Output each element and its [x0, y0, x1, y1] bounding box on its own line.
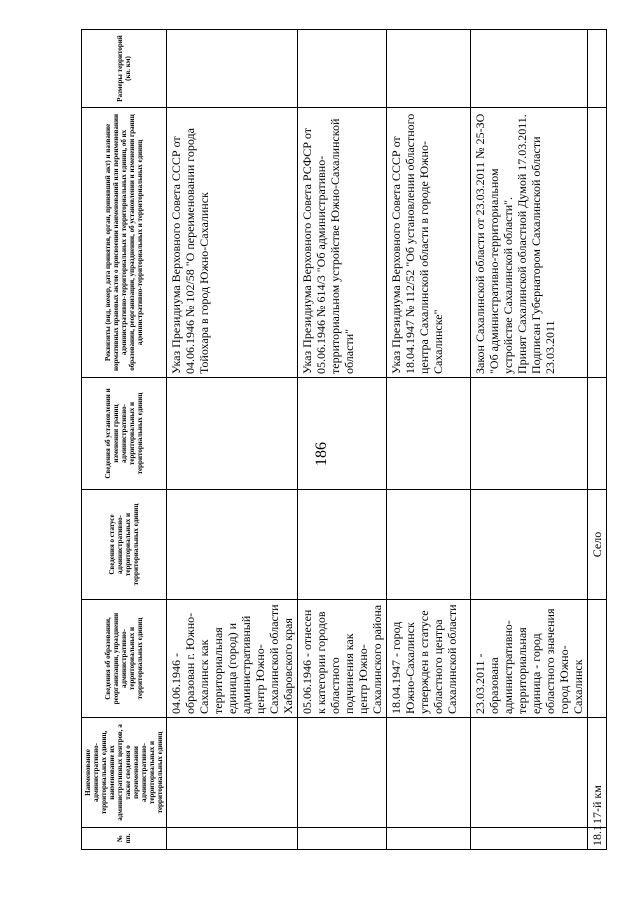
header-status: Сведения о статусе административно-территориальных и территориальных единиц — [82, 490, 167, 600]
cell-acts — [588, 108, 607, 378]
table-row — [167, 30, 298, 850]
table-row — [471, 30, 588, 850]
cell-acts: Указ Президиума Верховного Совета РСФСР от 05.06.1946 № 614/3 "Об административно-территориальном устройстве Южно-Сахалинской области" — [298, 108, 387, 378]
cell-area — [471, 30, 588, 108]
cell-num — [298, 828, 387, 850]
table-row — [387, 30, 471, 850]
header-area: Размеры территорий (кв. км) — [82, 30, 167, 108]
cell-area — [298, 30, 387, 108]
header-borders: Сведения об установлении и изменении границ административно-территориальных и территориальных единиц — [82, 378, 167, 490]
cell-num — [167, 828, 298, 850]
cell-status — [298, 490, 387, 600]
cell-area — [167, 30, 298, 108]
cell-formation: 23.03.2011 - образована административно-территориальная единица - город областного значения город Южно-Сахалинск — [471, 600, 588, 718]
cell-num — [471, 828, 588, 850]
page-number: 186 — [313, 442, 330, 466]
cell-status — [167, 490, 298, 600]
cell-borders — [298, 378, 387, 490]
table-row — [298, 30, 387, 850]
register-table-sheet — [81, 30, 604, 850]
cell-formation: 05.06.1946 - отнесен к категории городов областного подчинения как центр Южно-Сахалинского района — [298, 600, 387, 718]
cell-formation — [588, 600, 607, 718]
cell-borders — [167, 378, 298, 490]
cell-borders — [471, 378, 588, 490]
header-formation: Сведения об образовании, реорганизации, упразднении административно-территориальных и территориальных единиц — [82, 600, 167, 718]
cell-name — [298, 718, 387, 828]
cell-name — [387, 718, 471, 828]
header-name: Наименование административно-территориальных единиц, наименование их административных центров, а также сведения о переименовании административно-территориальных и территориальных единиц — [82, 718, 167, 828]
cell-formation: 04.06.1946 - образован г. Южно-Сахалинск как территориальная единица (город) и административный центр Южно-Сахалинской области Хабаровского края — [167, 600, 298, 718]
cell-area — [387, 30, 471, 108]
cell-num: 18.1 — [588, 828, 607, 850]
cell-status — [471, 490, 588, 600]
header-acts: Реквизиты (вид, номер, дата принятия, орган, принявший акт) и название нормативных правовых актов о присвоении наименований или переименовании административно-территориальных и территориальных единиц, об их образовании, реорганизации, упразднении, об установлении и изменении границ административно-территориальных и территориальных единиц — [82, 108, 167, 378]
cell-borders — [387, 378, 471, 490]
cell-borders — [588, 378, 607, 490]
cell-status: Село — [588, 490, 607, 600]
cell-formation: 18.04.1947 - город Южно-Сахалинск утвержден в статусе областного центра Сахалинской области — [387, 600, 471, 718]
register-table — [81, 29, 607, 850]
cell-acts: Указ Президиума Верховного Совета СССР от 04.06.1946 № 102/58 "О переименовании города Тойохара в город Южно-Сахалинск — [167, 108, 298, 378]
cell-status — [387, 490, 471, 600]
cell-num — [387, 828, 471, 850]
header-num: № пп. — [82, 828, 167, 850]
cell-name — [471, 718, 588, 828]
cell-area — [588, 30, 607, 108]
cell-name: 17-й км — [588, 718, 607, 828]
cell-name — [167, 718, 298, 828]
table-header-row — [82, 30, 167, 850]
table-row-18-1 — [588, 30, 607, 850]
cell-acts: Указ Президиума Верховного Совета СССР от 18.04.1947 № 112/52 "Об установлении областного центра Сахалинской области в городе Южно-Сахалинске" — [387, 108, 471, 378]
cell-acts: Закон Сахалинской области от 23.03.2011 № 25-ЗО "Об административно-территориальном устройстве Сахалинской области". Принят Сахалинской областной Думой 17.03.2011. Подписан Губернатором Сахалинской области 23.03.2011 — [471, 108, 588, 378]
